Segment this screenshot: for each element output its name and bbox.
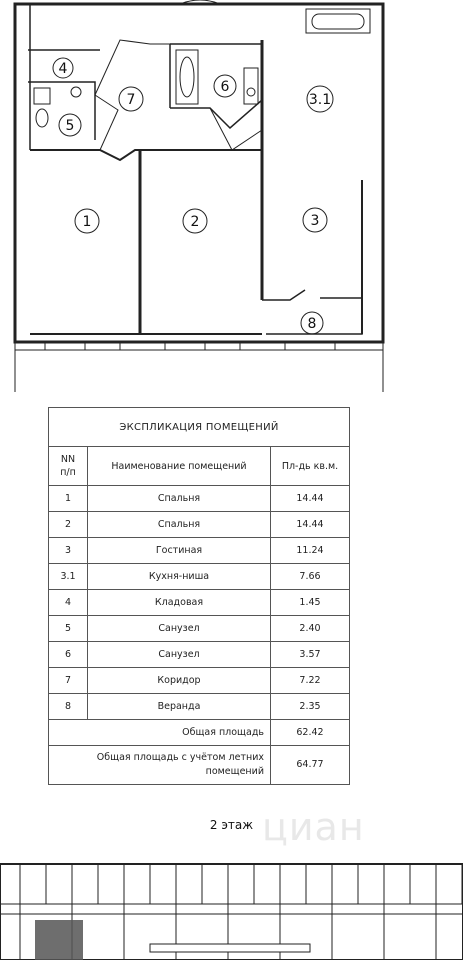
- explication-title: ЭКСПЛИКАЦИЯ ПОМЕЩЕНИЙ: [49, 408, 350, 447]
- total-value: 62.42: [271, 720, 350, 746]
- room-label-1: 1: [82, 214, 92, 230]
- header-name: Наименование помещений: [88, 447, 271, 486]
- cell-area: 14.44: [271, 512, 350, 538]
- room-label-4: 4: [58, 61, 68, 77]
- cell-name: Санузел: [88, 642, 271, 668]
- room-label-3-1: 3.1: [308, 92, 332, 108]
- cell-name: Спальня: [88, 512, 271, 538]
- floor-label: 2 этаж: [209, 818, 254, 832]
- table-row: [49, 564, 350, 590]
- cell-name: Кладовая: [88, 590, 271, 616]
- room-label-8: 8: [307, 316, 317, 332]
- floor-key-plan: [0, 858, 463, 960]
- apartment-floor-plan: [0, 0, 463, 400]
- cell-name: Санузел: [88, 616, 271, 642]
- cell-num: 5: [49, 616, 88, 642]
- cell-num: 3: [49, 538, 88, 564]
- cell-num: 3.1: [49, 564, 88, 590]
- cell-name: Веранда: [88, 694, 271, 720]
- watermark-logo: циан: [262, 805, 365, 849]
- header-num: NN п/п: [49, 447, 88, 486]
- table-row: [49, 590, 350, 616]
- cell-name: Спальня: [88, 486, 271, 512]
- cell-name: Гостиная: [88, 538, 271, 564]
- cell-area: 2.40: [271, 616, 350, 642]
- total-label: Общая площадь: [49, 720, 271, 746]
- room-label-7: 7: [126, 92, 136, 108]
- table-row: [49, 668, 350, 694]
- cell-area: 11.24: [271, 538, 350, 564]
- cell-area: 7.66: [271, 564, 350, 590]
- cell-num: 7: [49, 668, 88, 694]
- total-summer-value: 64.77: [271, 746, 350, 785]
- cell-num: 6: [49, 642, 88, 668]
- table-row: [49, 642, 350, 668]
- cell-num: 2: [49, 512, 88, 538]
- table-row: [49, 616, 350, 642]
- table-row: [49, 538, 350, 564]
- room-label-6: 6: [220, 79, 230, 95]
- cell-num: 8: [49, 694, 88, 720]
- highlighted-apartment: [35, 920, 83, 960]
- table-row: [49, 486, 350, 512]
- cell-area: 1.45: [271, 590, 350, 616]
- table-row: [49, 694, 350, 720]
- room-label-2: 2: [190, 214, 200, 230]
- explication-rows: [49, 486, 350, 720]
- cell-area: 14.44: [271, 486, 350, 512]
- cell-name: Коридор: [88, 668, 271, 694]
- room-label-5: 5: [65, 118, 75, 134]
- header-area: Пл-дь кв.м.: [271, 447, 350, 486]
- cell-num: 4: [49, 590, 88, 616]
- explication-table: [48, 407, 350, 785]
- explication-table-wrap: [48, 407, 350, 785]
- cell-area: 7.22: [271, 668, 350, 694]
- cell-area: 3.57: [271, 642, 350, 668]
- table-row: [49, 512, 350, 538]
- cell-num: 1: [49, 486, 88, 512]
- cell-area: 2.35: [271, 694, 350, 720]
- total-summer-label: Общая площадь с учётом летних помещений: [49, 746, 271, 785]
- room-label-3: 3: [310, 213, 320, 229]
- cell-name: Кухня-ниша: [88, 564, 271, 590]
